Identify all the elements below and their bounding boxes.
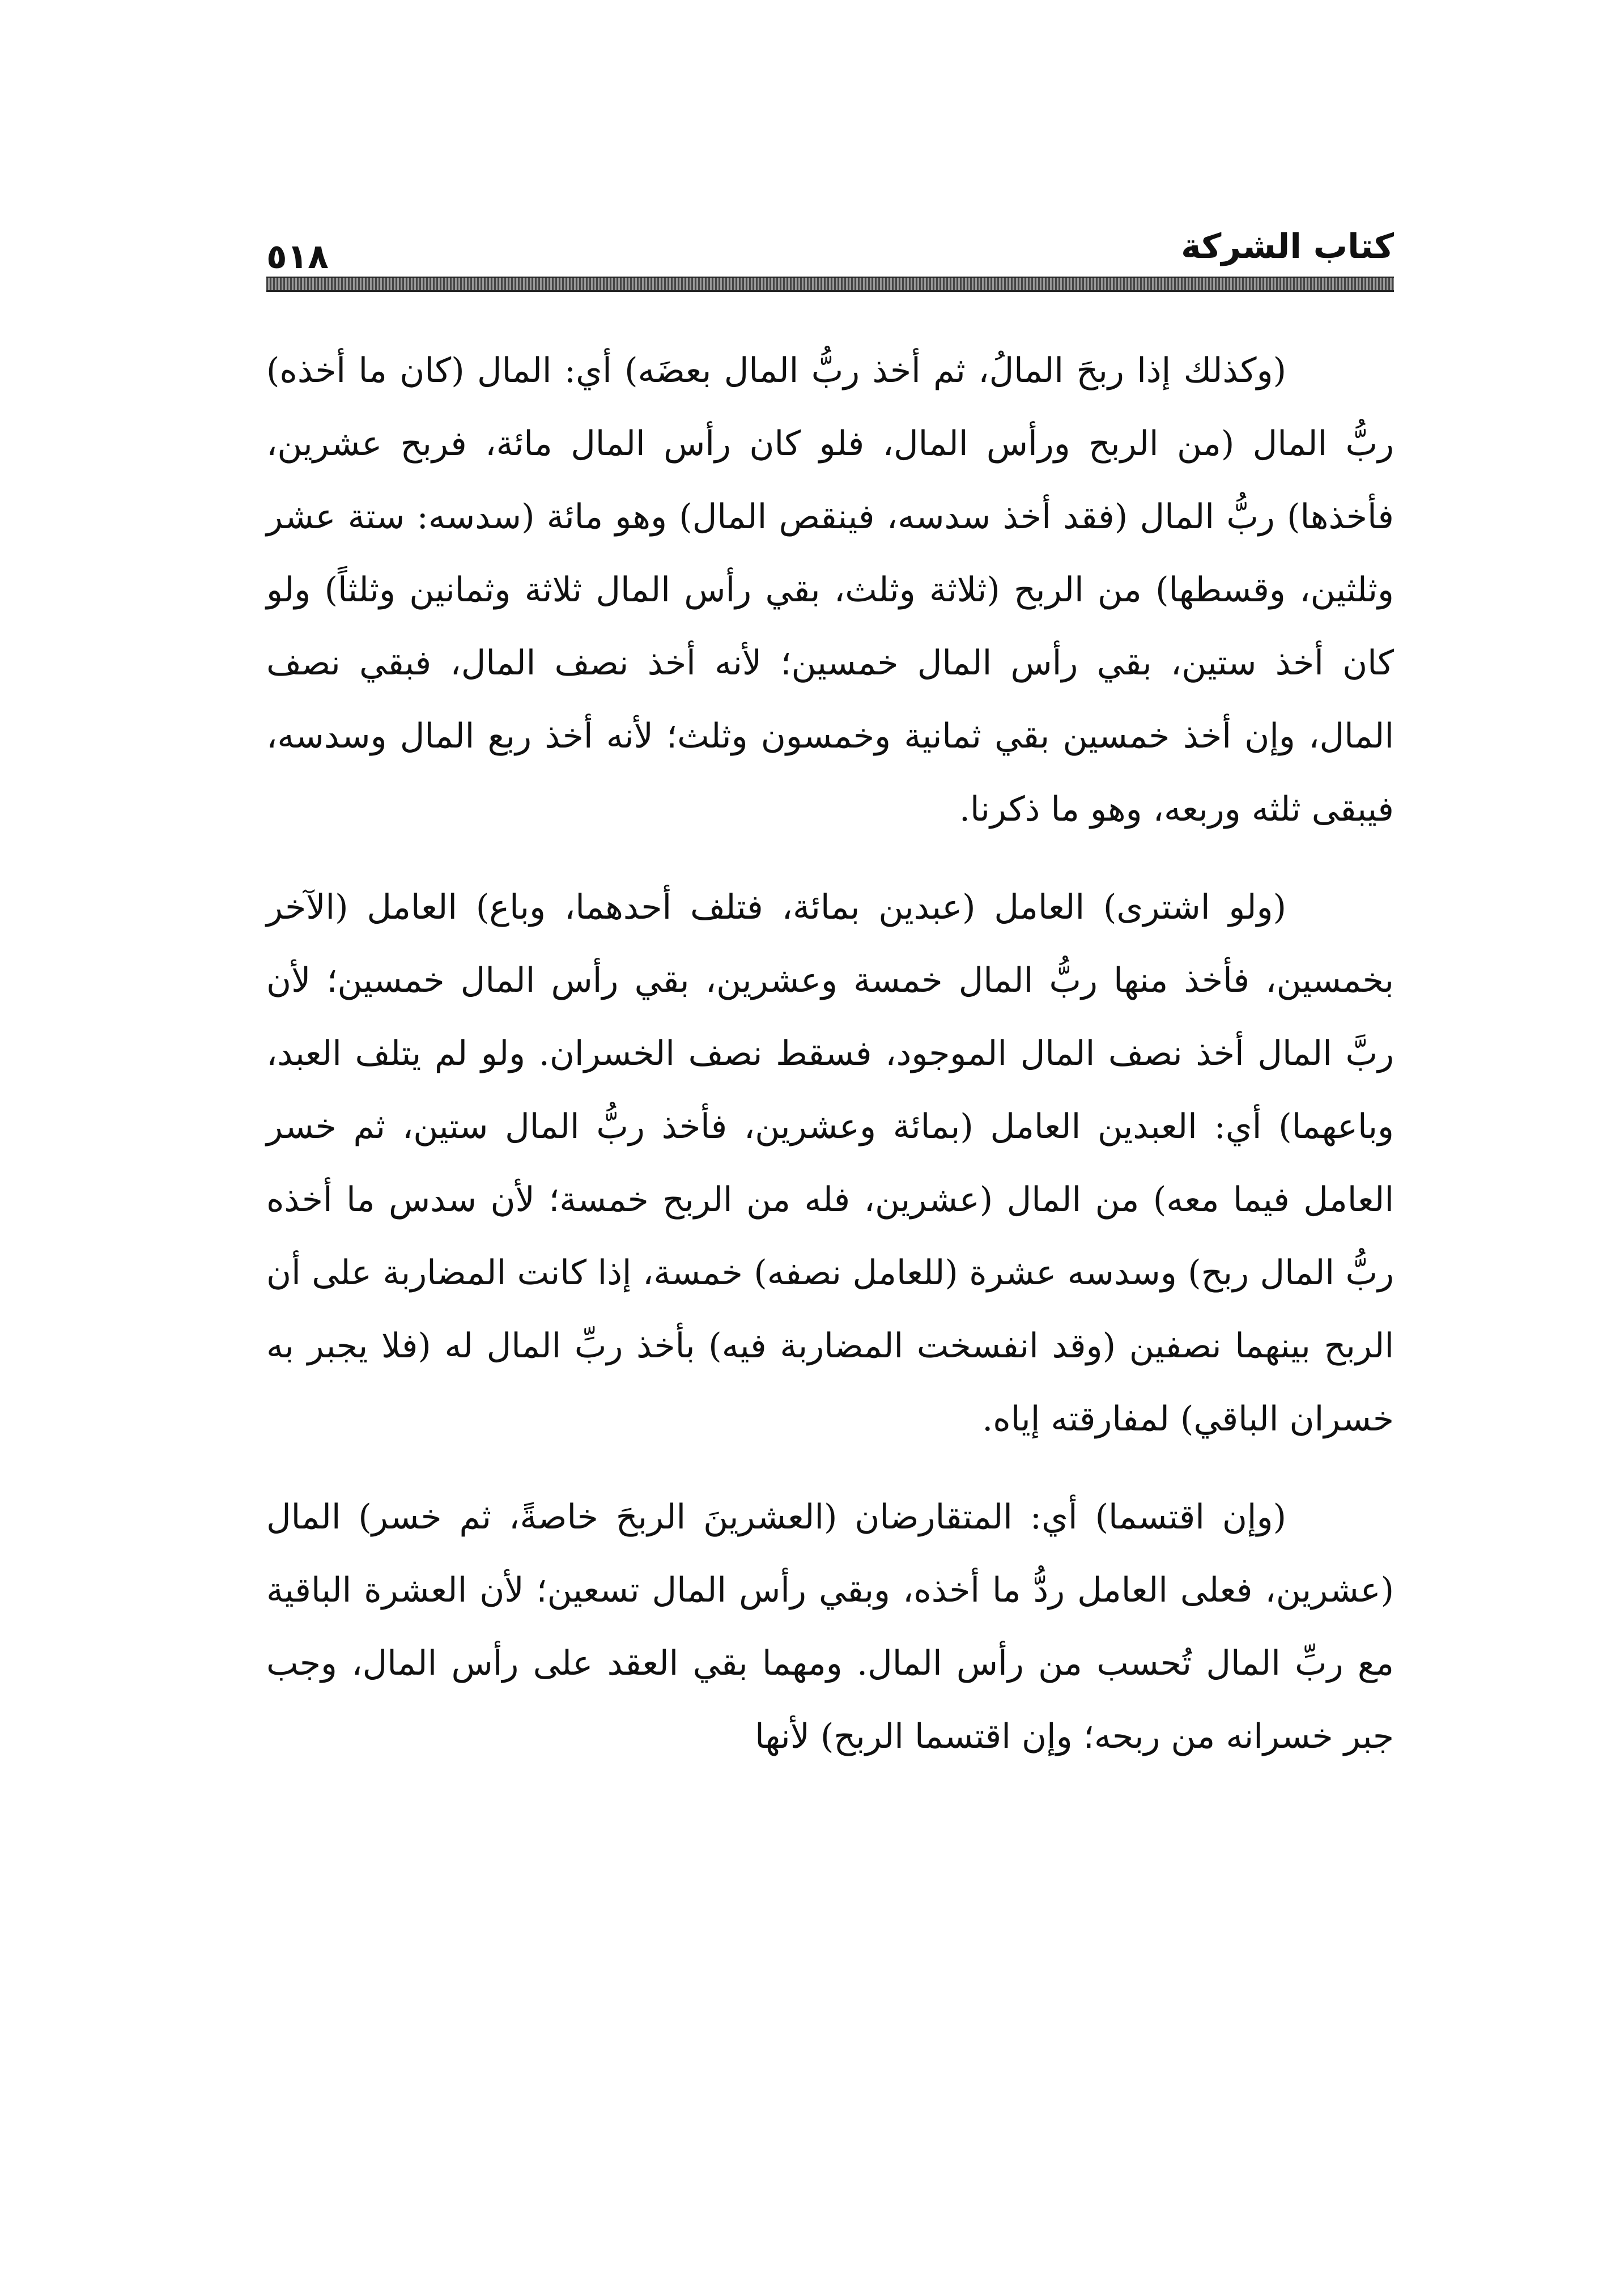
page-header	[266, 227, 1394, 289]
paragraph-2: (ولو اشترى) العامل (عبدين بمائة، فتلف أحدهما، وباع) العامل (الآخر بخمسين، فأخذ منها ربُّ المال خمسة وعشرين، بقي رأس المال خمسين؛ لأن ربَّ المال أخذ نصف المال الموجود، فسقط نصف الخسران. ولو لم يتلف العبد، وباعهما) أي: العبدين العامل (بمائة وعشرين، فأخذ ربُّ المال ستين، ثم خسر العامل فيما معه) من المال (عشرين، فله من الربح خمسة؛ لأن سدس ما أخذه ربُّ المال ربح) وسدسه عشرة (للعامل نصفه) خمسة، إذا كانت المضاربة على أن الربح بينهما نصفين (وقد انفسخت المضاربة فيه) بأخذ ربِّ المال له (فلا يجبر به خسران الباقي) لمفارقته إياه.	[266, 888, 1394, 1439]
page-number: ٥١٨	[266, 237, 329, 277]
paragraph-3: (وإن اقتسما) أي: المتقارضان (العشرينَ الربحَ خاصةً، ثم خسر) المال (عشرين، فعلى العامل ردُّ ما أخذه، وبقي رأس المال تسعين؛ لأن العشرة الباقية مع ربِّ المال تُحسب من رأس المال. ومهما بقي العقد على رأس المال، وجب جبر خسرانه من ربحه؛ وإن اقتسما الربح) لأنها	[266, 1497, 1394, 1756]
running-title: كتاب الشركة	[1181, 227, 1394, 266]
body-text	[266, 334, 1394, 1773]
paragraph-1: (وكذلك إذا ربحَ المالُ، ثم أخذ ربُّ المال بعضَه) أي: المال (كان ما أخذه) ربُّ المال (من الربح ورأس المال، فلو كان رأس المال مائة، فربح عشرين، فأخذها) ربُّ المال (فقد أخذ سدسه، فينقص المال) وهو مائة (سدسه: ستة عشر وثلثين، وقسطها) من الربح (ثلاثة وثلث، بقي رأس المال ثلاثة وثمانين وثلثاً) ولو كان أخذ ستين، بقي رأس المال خمسين؛ لأنه أخذ نصف المال، فبقي نصف المال، وإن أخذ خمسين بقي ثمانية وخمسون وثلث؛ لأنه أخذ ربع المال وسدسه، فيبقى ثلثه وربعه، وهو ما ذكرنا.	[266, 351, 1394, 829]
header-rule	[266, 277, 1394, 292]
